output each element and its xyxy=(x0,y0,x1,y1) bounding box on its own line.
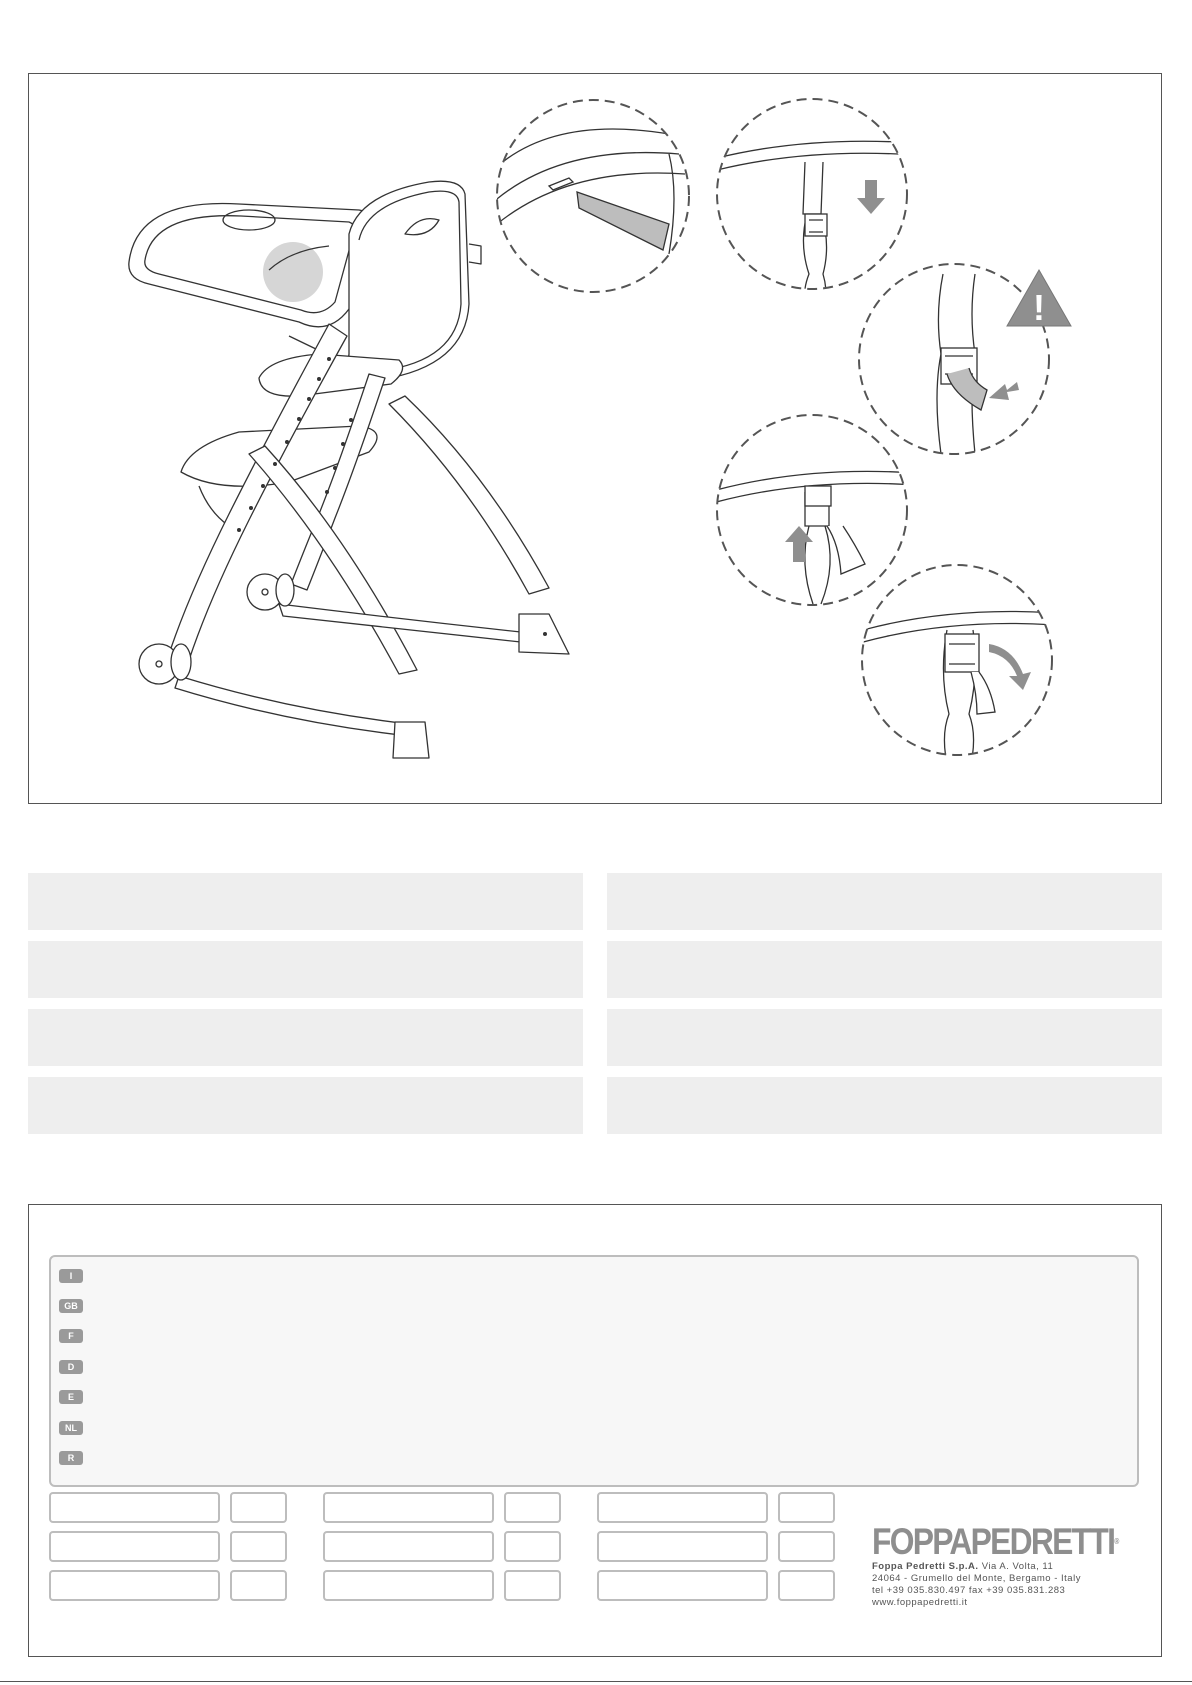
info-field xyxy=(49,1570,220,1601)
language-row xyxy=(59,1418,83,1432)
instruction-box xyxy=(607,1009,1162,1066)
phone-line: tel +39 035.830.497 fax +39 035.831.283 xyxy=(872,1585,1066,1596)
brand-logo xyxy=(872,1521,1120,1562)
info-field xyxy=(504,1570,561,1601)
info-field xyxy=(323,1531,494,1562)
assembly-illustration xyxy=(29,74,1163,805)
language-badge: I xyxy=(59,1269,83,1283)
instruction-box xyxy=(28,941,583,998)
info-field xyxy=(504,1531,561,1562)
high-chair-drawing xyxy=(129,181,569,758)
warning-icon xyxy=(1007,270,1071,328)
language-row xyxy=(59,1296,83,1310)
info-field xyxy=(597,1570,768,1601)
language-badge: E xyxy=(59,1390,83,1404)
instruction-box xyxy=(28,1077,583,1134)
website-link[interactable]: www.foppapedretti.it xyxy=(872,1597,968,1608)
language-row xyxy=(59,1387,83,1401)
registered-mark: ® xyxy=(1114,1537,1120,1546)
brand-logo-text: FOPPAPEDRETTI xyxy=(872,1521,1115,1562)
language-row xyxy=(59,1326,83,1340)
instruction-box xyxy=(607,873,1162,930)
detail-circle-strap-slot xyxy=(489,100,689,292)
info-field xyxy=(323,1492,494,1523)
info-field xyxy=(778,1492,835,1523)
language-badge: GB xyxy=(59,1299,83,1313)
detail-circle-buckle-fold xyxy=(849,565,1069,764)
city-line: 24064 - Grumello del Monte, Bergamo - Italy xyxy=(872,1573,1081,1584)
info-field xyxy=(597,1492,768,1523)
language-panel xyxy=(49,1255,1139,1487)
instruction-box xyxy=(28,873,583,930)
info-field xyxy=(504,1492,561,1523)
info-frame xyxy=(28,1204,1162,1657)
info-field xyxy=(597,1531,768,1562)
info-field xyxy=(49,1492,220,1523)
street-address: Via A. Volta, 11 xyxy=(981,1561,1054,1572)
language-row xyxy=(59,1266,83,1280)
company-address-line xyxy=(872,1561,1142,1573)
arrow-left-icon xyxy=(989,382,1019,400)
instruction-box xyxy=(607,1077,1162,1134)
language-badge: D xyxy=(59,1360,83,1374)
info-field xyxy=(230,1531,287,1562)
info-field xyxy=(323,1570,494,1601)
instruction-box xyxy=(28,1009,583,1066)
detail-circle-buckle-warning xyxy=(859,264,1071,454)
info-field xyxy=(230,1492,287,1523)
detail-circle-buckle-down xyxy=(709,99,929,314)
company-name: Foppa Pedretti S.p.A. xyxy=(872,1561,979,1572)
curved-arrow-icon xyxy=(989,644,1031,690)
page-bottom-rule xyxy=(0,1681,1192,1682)
info-field xyxy=(778,1531,835,1562)
language-row xyxy=(59,1357,83,1371)
info-field xyxy=(49,1531,220,1562)
illustration-frame xyxy=(28,73,1162,804)
language-badge: F xyxy=(59,1329,83,1343)
language-badge: R xyxy=(59,1451,83,1465)
language-badge: NL xyxy=(59,1421,83,1435)
info-field xyxy=(230,1570,287,1601)
instruction-box xyxy=(607,941,1162,998)
detail-circle-buckle-up xyxy=(709,415,929,605)
arrow-up-icon xyxy=(785,526,813,562)
language-row xyxy=(59,1448,83,1462)
arrow-down-icon xyxy=(857,180,885,214)
info-field xyxy=(778,1570,835,1601)
brand-block xyxy=(872,1523,1142,1609)
warning-symbol: ! xyxy=(1033,287,1045,328)
